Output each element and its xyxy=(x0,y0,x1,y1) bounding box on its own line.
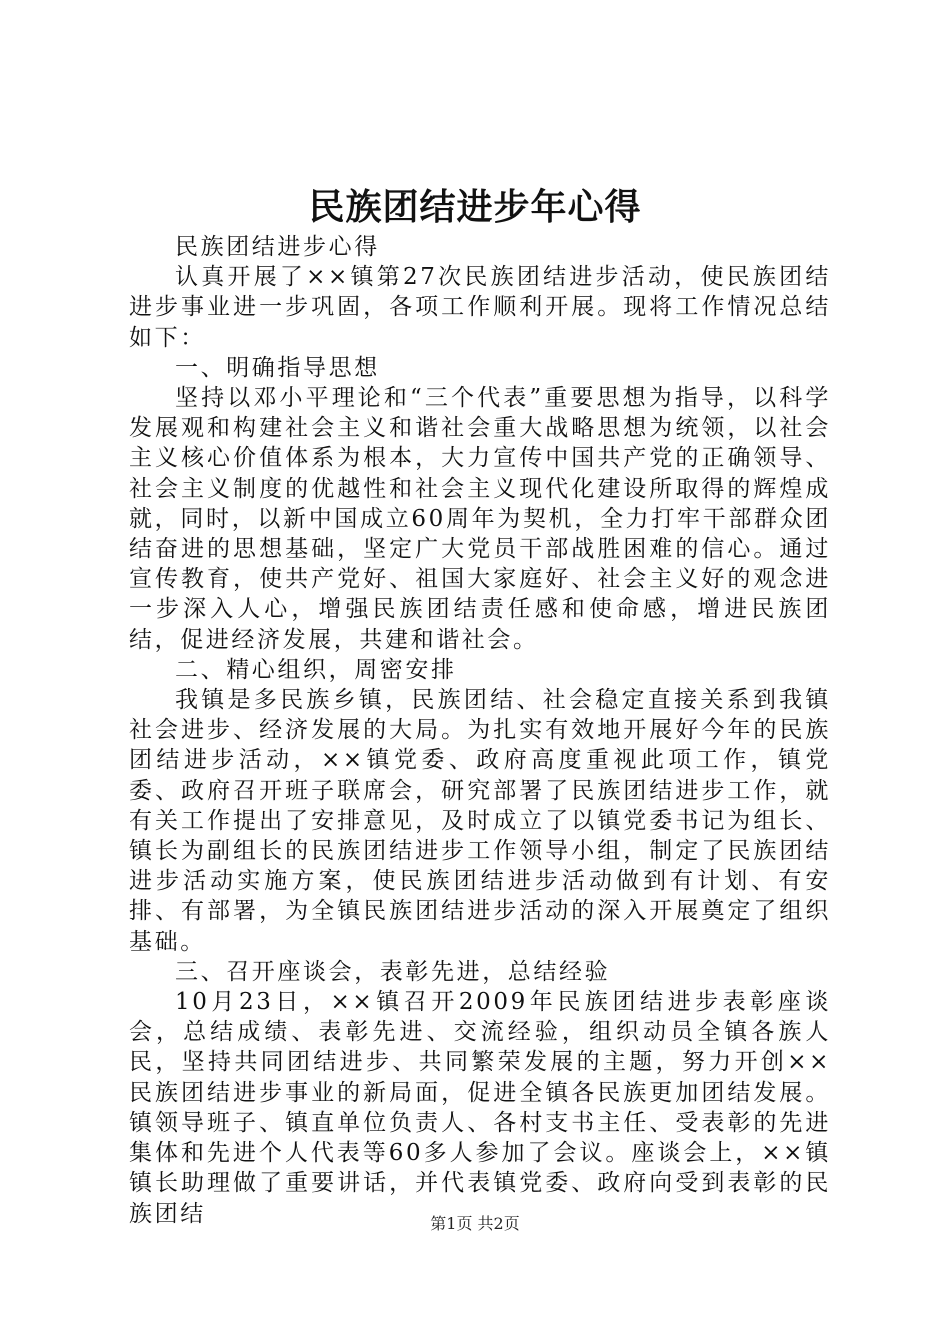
intro-paragraph: 认真开展了××镇第27次民族团结进步活动，使民族团结进步事业进一步巩固，各项工作顺利开展。现将工作情况总结如下： xyxy=(129,264,831,351)
body-paragraph-2: 我镇是多民族乡镇，民族团结、社会稳定直接关系到我镇社会进步、经济发展的大局。为扎实有效地开展好今年的民族团结进步活动，××镇党委、政府高度重视此项工作，镇党委、政府召开班子联席会，研究部署了民族团结进步工作，就有关工作提出了安排意见，及时成立了以镇党委书记为组长、镇长为副组长的民族团结进步工作领导小组，制定了民族团结进步活动实施方案，使民族团结进步活动做到有计划、有安排、有部署，为全镇民族团结进步活动的深入开展奠定了组织基础。 xyxy=(129,687,831,955)
section-heading-2: 二、精心组织，周密安排 xyxy=(175,656,457,683)
subtitle-paragraph: 民族团结进步心得 xyxy=(175,234,380,260)
body-paragraph-1: 坚持以邓小平理论和“三个代表”重要思想为指导，以科学发展观和构建社会主义和谐社会重大战略思想为统领，以社会主义核心价值体系为根本，大力宣传中国共产党的正确领导、社会主义制度的优越性和社会主义现代化建设所取得的辉煌成就，同时，以新中国成立60周年为契机，全力打牢干部群众团结奋进的思想基础，坚定广大党员干部战胜困难的信心。通过宣传教育，使共产党好、祖国大家庭好、社会主义好的观念进一步深入人心，增强民族团结责任感和使命感，增进民族团结，促进经济发展，共建和谐社会。 xyxy=(129,385,831,653)
document-body xyxy=(129,232,831,1229)
page-footer: 第1页 共2页 xyxy=(430,1214,520,1233)
document-title: 民族团结进步年心得 xyxy=(308,187,642,228)
section-heading-3: 三、召开座谈会，表彰先进，总结经验 xyxy=(175,958,611,985)
body-paragraph-3: 10月23日，××镇召开2009年民族团结进步表彰座谈会，总结成绩、表彰先进、交流经验，组织动员全镇各族人民，坚持共同团结进步、共同繁荣发展的主题，努力开创××民族团结进步事业的新局面，促进全镇各民族更加团结发展。镇领导班子、镇直单位负责人、各村支书主任、受表彰的先进集体和先进个人代表等60多人参加了会议。座谈会上，××镇镇长助理做了重要讲话，并代表镇党委、政府向受到表彰的民族团结 xyxy=(129,989,831,1227)
section-heading-1: 一、明确指导思想 xyxy=(175,354,380,381)
